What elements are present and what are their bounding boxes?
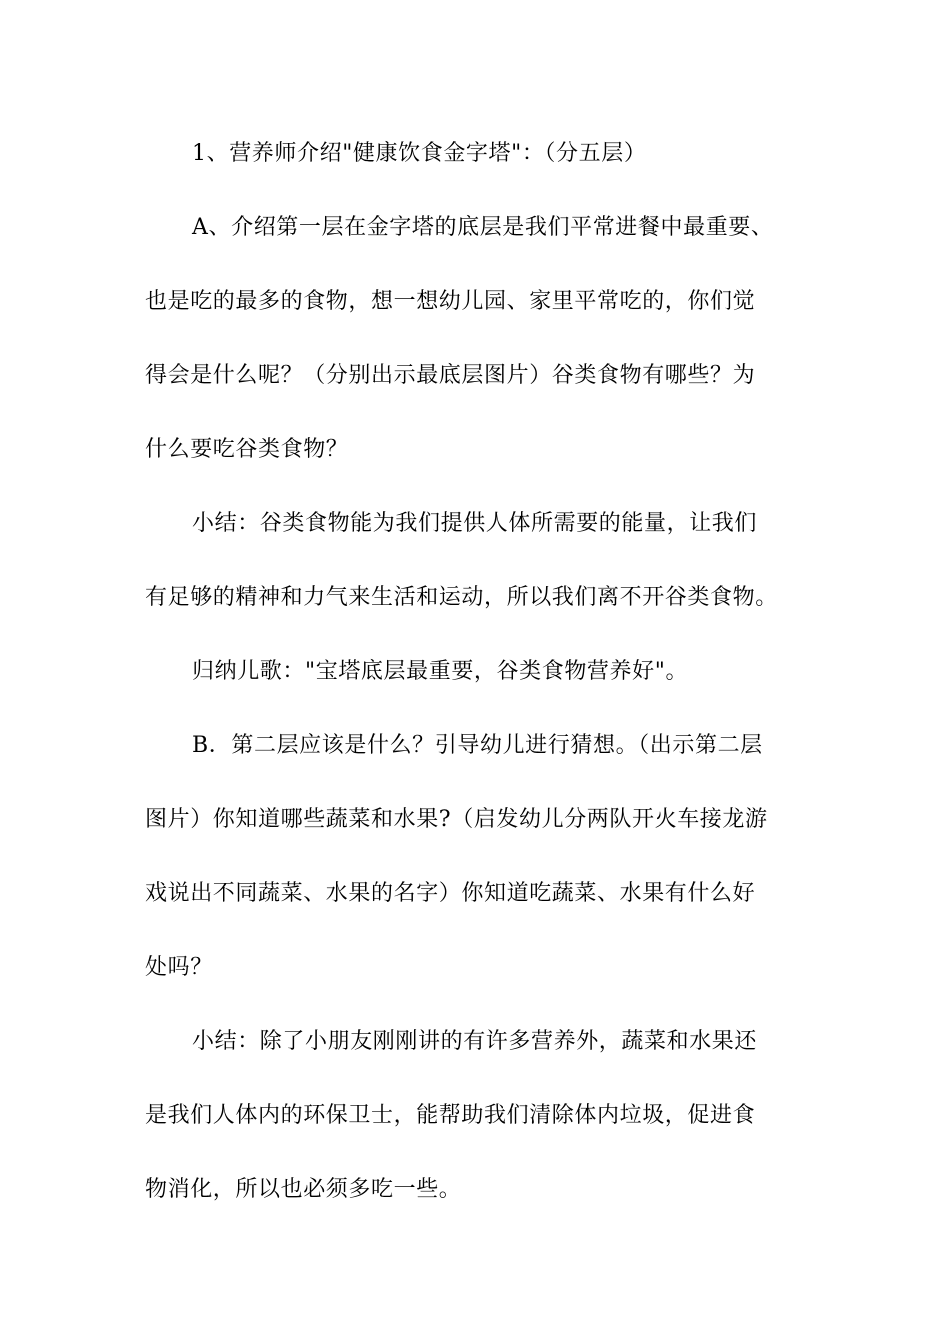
paragraph-b-line-1: B．第二层应该是什么？引导幼儿进行猜想。（出示第二层 — [192, 733, 763, 758]
summary-2-line-1: 小结：除了小朋友刚刚讲的有许多营养外，蔬菜和水果还 — [192, 1029, 758, 1054]
paragraph-b-line-2: 图片）你知道哪些蔬菜和水果?（启发幼儿分两队开火车接龙游 — [145, 807, 768, 832]
summary-2-line-3: 物消化，所以也必须多吃一些。 — [145, 1177, 462, 1202]
paragraph-a-line-3: 得会是什么呢？（分别出示最底层图片）谷类食物有哪些？为 — [145, 363, 756, 388]
summary-1-line-2: 有足够的精神和力气来生活和运动，所以我们离不开谷类食物。 — [145, 585, 778, 610]
heading-line: 1、营养师介绍"健康饮食金字塔"：（分五层） — [192, 141, 647, 166]
paragraph-b-line-4: 处吗？ — [145, 955, 213, 980]
paragraph-b-line-3: 戏说出不同蔬菜、水果的名字）你知道吃蔬菜、水果有什么好 — [145, 881, 756, 906]
summary-1-line-1: 小结：谷类食物能为我们提供人体所需要的能量，让我们 — [192, 511, 758, 536]
summary-2-line-2: 是我们人体内的环保卫士，能帮助我们清除体内垃圾，促进食 — [145, 1103, 756, 1128]
paragraph-a-line-2: 也是吃的最多的食物，想一想幼儿园、家里平常吃的，你们觉 — [145, 289, 756, 314]
paragraph-a-line-4: 什么要吃谷类食物？ — [145, 437, 349, 462]
paragraph-a-line-1: A、介绍第一层在金字塔的底层是我们平常进餐中最重要、 — [192, 215, 774, 240]
nursery-rhyme-line: 归纳儿歌："宝塔底层最重要，谷类食物营养好"。 — [192, 659, 689, 684]
